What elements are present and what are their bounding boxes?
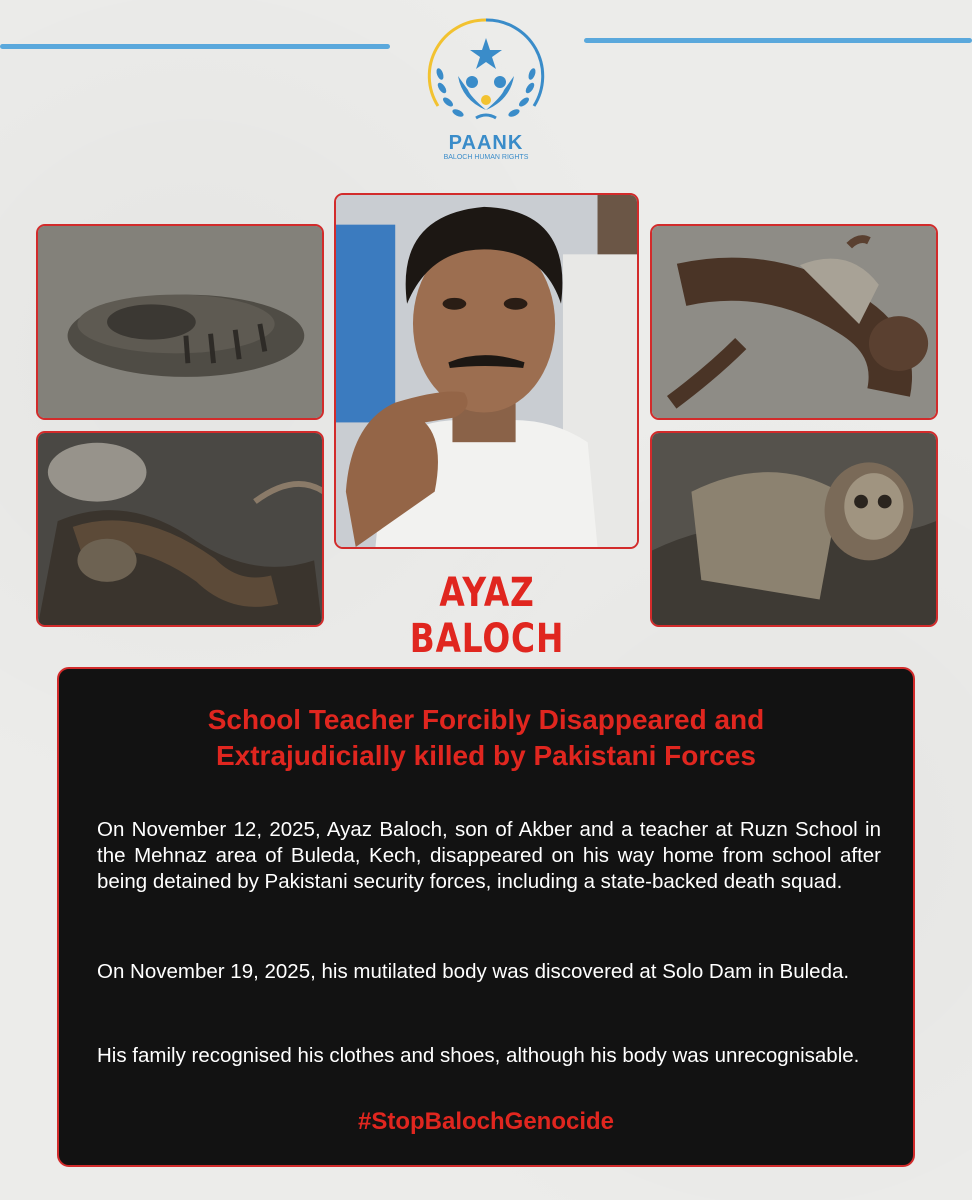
headline-line-2: Extrajudicially killed by Pakistani Forces: [215, 740, 756, 771]
portrait-photo: [334, 193, 639, 549]
paragraph-identification: His family recognised his clothes and shoes, although his body was unrecognisable.: [97, 1044, 860, 1067]
headline-line-1: School Teacher Forcibly Disappeared and: [207, 704, 765, 735]
remains-photo-3: [650, 431, 938, 627]
remains-image-icon: [38, 433, 322, 625]
hashtag[interactable]: #StopBalochGenocide: [357, 1108, 615, 1135]
portrait-image-icon: [336, 195, 637, 547]
brand-name: PAANK: [448, 132, 524, 154]
headline: [59, 702, 913, 774]
paragraph-detention: On November 12, 2025, Ayaz Baloch, son of Akber and a teacher at Ruzn School in the Mehnaz area of Buleda, Kech, disappeared on his way home from school after being detained by Pakistani security forces, including a state-backed death squad.: [97, 818, 881, 893]
shoe-image-icon: [38, 226, 322, 418]
remains-image-icon: [652, 226, 936, 418]
paank-logo: [418, 14, 554, 164]
paragraph-discovery: On November 19, 2025, his mutilated body was discovered at Solo Dam in Buleda.: [97, 960, 850, 983]
statement-panel: [57, 667, 915, 1167]
top-left-divider: [0, 44, 390, 49]
remains-photo-2: [650, 224, 938, 420]
remains-photo-1: [36, 431, 324, 627]
victim-name: AYAZ BALOCH: [409, 570, 565, 662]
brand-tagline: BALOCH HUMAN RIGHTS: [443, 154, 529, 161]
shoe-photo: [36, 224, 324, 420]
paank-emblem-icon: [418, 14, 554, 134]
remains-image-icon: [652, 433, 936, 625]
top-right-divider: [584, 38, 972, 43]
